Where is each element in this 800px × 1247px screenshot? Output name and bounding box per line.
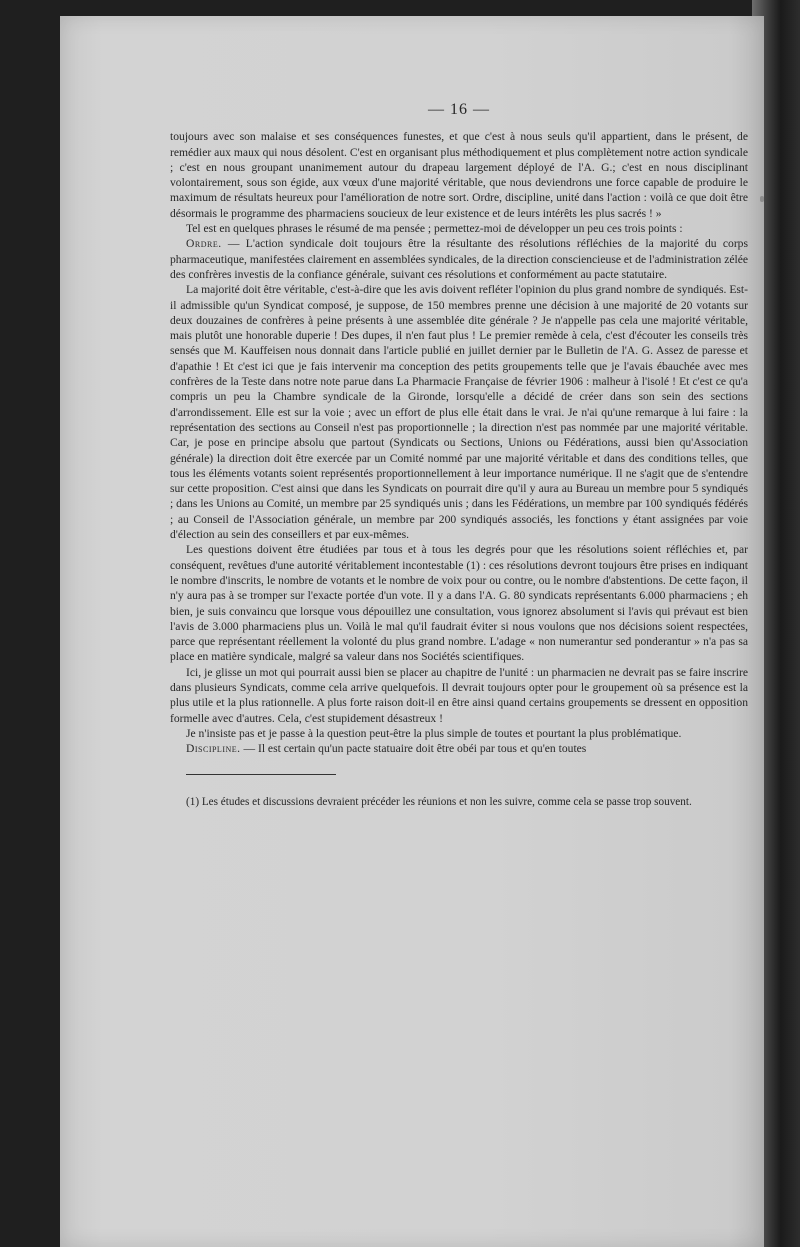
section-discipline-text: — Il est certain qu'un pacte statuaire doit être obéi par tous et qu'en toutes: [240, 742, 587, 756]
paragraph-ici: Ici, je glisse un mot qui pourrait aussi bien se placer au chapitre de l'unité : un pharmacien ne devrait pas se faire inscrire dans plusieurs Syndicats, comme cela arrive quelquefois. Il devrait toujours opter pour le groupement où sa présence est la plus utile et la plus rationnelle. A plus forte raison doit-il en être ainsi quand certains groupements se dressent en opposition formelle avec d'autres. Cela, c'est stupidement désastreux !: [170, 665, 748, 725]
paragraph-majorite: La majorité doit être véritable, c'est-à-dire que les avis doivent refléter l'opinion du plus grand nombre de syndiqués. Est-il admissible qu'un Syndicat composé, je suppose, de 150 membres prenne une décision à une majorité de 20 votants sur deux douzaines de confrères à peine présents à une assemblée dite générale ? Je n'appelle pas cela une majorité véritable, mais plutôt une honorable duperie ! Des dupes, il n'en faut plus ! Le premier remède à cela, c'est d'écouter les conseils très sensés que M. Kauffeisen nous donnait dans l'article publié en juillet dernier par le Bulletin de l'A. G. Assez de paresse et d'apathie ! Et c'est ici que je fais intervenir ma conception des petits groupements telle que je l'avais ébauchée avec mes confrères de la Teste dans notre note parue dans La Pharmacie Française de février 1906 : malheur à l'isolé ! Et c'est ce qu'a compris un peu la Chambre syndicale de la Gironde, lorsqu'elle a décidé de créer dans son sein des sections d'arrondissement. Elle est sur la voie ; avec un effort de plus elle était dans le vrai. Je n'ai qu'une remarque à lui faire : la représentation des sections au Conseil n'est pas proportionnelle ; la direction n'est pas nommée par une majorité véritable. Car, je pose en principe absolu que partout (Syndicats ou Sections, Unions ou Fédérations, aussi bien qu'Association générale) la direction doit être exercée par un Comité nommé par une majorité véritable et dans des conditions telles, que tous les éléments votants soient représentés proportionnellement à leur importance numérique. Il ne s'agit que de s'entendre sur cette proposition. C'est ainsi que dans les Syndicats on pourrait dire qu'il y aura au Bureau un membre pour 5 syndiqués ; dans les Unions au Comité, un membre par 25 syndiqués unis ; dans les Fédérations, un membre par 100 syndiqués fédérés ; au Conseil de l'Association générale, un membre par 200 syndiqués associés, les fonctions y étant assignées par voie d'élection au sein des conseillers et par eux-mêmes.: [170, 283, 748, 542]
paragraph-questions: Les questions doivent être étudiées par tous et à tous les degrés pour que les résolutions soient réfléchies et, par conséquent, revêtues d'une autorité véritablement incontestable (1) : ces résolutions devront toujours être prises en indiquant le nombre d'inscrits, le nombre de votants et le nombre de voix pour ou contre, ou le nombre d'abstentions. De cette façon, il n'y aura pas à se tromper sur l'exacte portée d'un vote. Il y a dans l'A. G. 80 syndicats représentants 6.000 pharmaciens ; eh bien, je suis convaincu que lorsque vous dépouillez une consultation, vous ignorez absolument si l'avis qui prévaut est bien l'avis de 3.000 pharmaciens plus un. Voilà le mal qu'il faudrait éviter si nous voulons que nos décisions soient respectées, parce que représentant réellement la volonté du plus grand nombre. L'adage « non numerantur sed ponderantur » n'a pas sa place en matière syndicale, malgré sa valeur dans nos Sociétés scientifiques.: [170, 543, 748, 664]
paragraph-2: Tel est en quelques phrases le résumé de ma pensée ; permettez-moi de développer un peu ces trois points :: [186, 222, 683, 236]
paper-speck: [760, 196, 764, 202]
page-number: — 16 —: [428, 101, 490, 118]
text-block: [170, 102, 748, 811]
footnote: (1) Les études et discussions devraient précéder les réunions et non les suivre, comme cela se passe trop souvent.: [186, 796, 692, 809]
footnote-rule: [186, 774, 336, 775]
section-discipline-heading: Discipline.: [186, 742, 241, 756]
section-ordre-heading: Ordre.: [186, 237, 222, 251]
document-page: [60, 16, 764, 1247]
section-ordre-text: — L'action syndicale doit toujours être la résultante des résolutions réfléchies de la majorité du corps pharmaceutique, manifestées clairement en assemblées syndicales, de la direction consciencieuse et de l'administration zélée des confrères investis de la confiance générale, suivant ces résolutions et conformément au pacte statutaire.: [170, 237, 748, 281]
section-ordre: [170, 236, 748, 282]
paragraph-insiste: Je n'insiste pas et je passe à la question peut-être la plus simple de toutes et pourtant la plus problématique.: [186, 726, 682, 740]
section-discipline: [170, 741, 748, 756]
paragraph-1: toujours avec son malaise et ses conséquences funestes, et que c'est à nous seuls qu'il appartient, dans le présent, de remédier aux maux qui nous désolent. C'est en organisant plus méthodiquement et plus complètement notre action syndicale ; c'est en nous groupant unanimement autour du drapeau largement déployé de l'A. G.; c'est en nous disciplinant volontairement, sous son égide, aux vœux d'une majorité véritable, que nous deviendrons une force capable de produire le maximum de résultats heureux pour l'amélioration de notre sort. Ordre, discipline, unité dans l'action : voilà ce que doit être désormais le programme des pharmaciens soucieux de leur existence et de leurs intérêts les plus sacrés ! »: [170, 130, 748, 220]
